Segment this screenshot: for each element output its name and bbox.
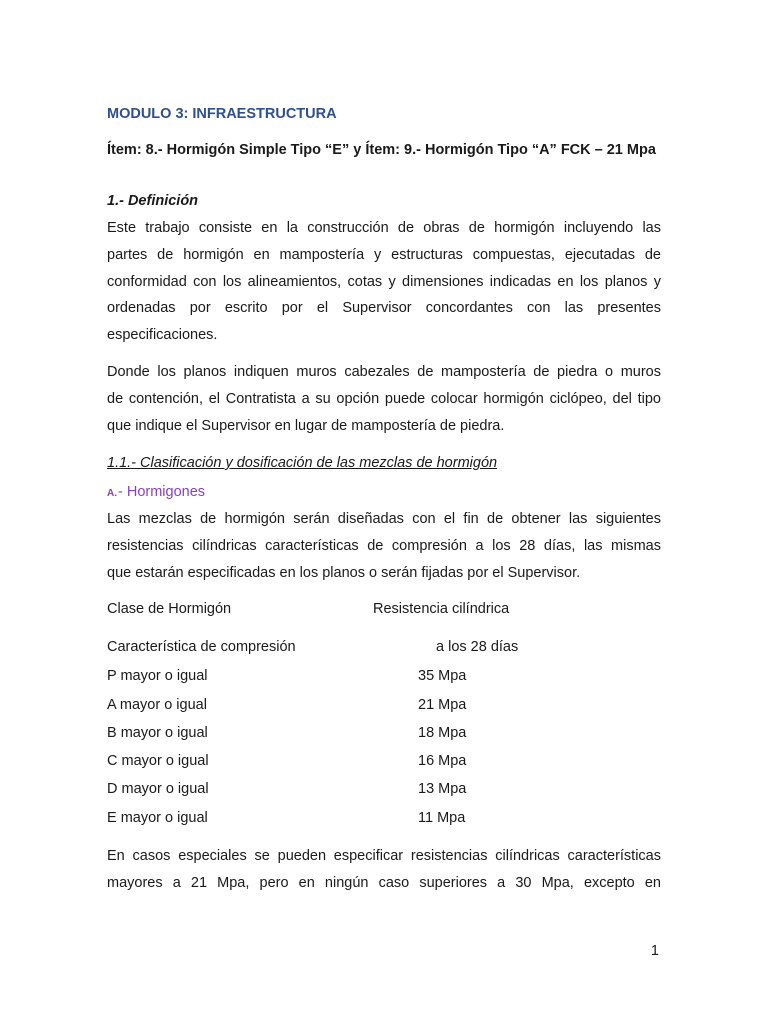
paragraph-line: que estarán especificadas en los planos o serán fijadas por el Supervisor. bbox=[107, 564, 581, 581]
paragraph-line: resistencias cilíndricas características de compresión a los 28 días, las mismas bbox=[107, 537, 661, 554]
table-cell-valor: 16 Mpa bbox=[418, 753, 467, 769]
table-cell-valor: 18 Mpa bbox=[418, 725, 467, 741]
paragraph-line: partes de hormigón en mampostería y estructuras compuestas, ejecutadas de bbox=[107, 246, 661, 263]
paragraph-line: especificaciones. bbox=[107, 327, 218, 344]
paragraph-line: conformidad con los alineamientos, cotas y dimensiones indicadas en los planos y bbox=[107, 273, 661, 290]
table-cell-valor: 13 Mpa bbox=[418, 781, 467, 797]
table-header-cell: Resistencia cilíndrica bbox=[373, 601, 510, 617]
paragraph-line: Donde los planos indiquen muros cabezales de mampostería de piedra o muros bbox=[107, 364, 661, 380]
paragraph-casos-especiales bbox=[107, 843, 661, 897]
page-number: 1 bbox=[650, 943, 659, 959]
subsection-heading-clasificacion: 1.1.- Clasificación y dosificación de las mezclas de hormigón bbox=[107, 455, 498, 471]
table-cell-valor: 35 Mpa bbox=[418, 668, 467, 684]
table-cell-clase: D mayor o igual bbox=[107, 781, 209, 797]
paragraph-definition bbox=[107, 215, 661, 349]
table-cell-clase: P mayor o igual bbox=[107, 668, 208, 684]
table-row bbox=[0, 810, 768, 830]
table-header-cell: a los 28 días bbox=[436, 639, 519, 655]
paragraph-line: ordenadas por escrito por el Supervisor concordantes con las presentes bbox=[107, 300, 661, 317]
table-row bbox=[0, 697, 768, 717]
table-cell-clase: A mayor o igual bbox=[107, 697, 207, 713]
module-title: MODULO 3: INFRAESTRUCTURA bbox=[107, 106, 337, 122]
table-row bbox=[0, 753, 768, 773]
table-row bbox=[0, 668, 768, 688]
table-row bbox=[0, 781, 768, 801]
paragraph-line: mayores a 21 Mpa, pero en ningún caso superiores a 30 Mpa, excepto en bbox=[107, 874, 661, 891]
item-title: Ítem: 8.- Hormigón Simple Tipo “E” y Ítem: 9.- Hormigón Tipo “A” FCK – 21 Mpa bbox=[107, 142, 656, 158]
subheading-prefix: A. bbox=[107, 488, 117, 499]
subheading-hormigones bbox=[107, 484, 205, 500]
paragraph-line: que indique el Supervisor en lugar de mampostería de piedra. bbox=[107, 417, 505, 434]
section-heading-definition: 1.- Definición bbox=[107, 193, 199, 209]
paragraph-line: En casos especiales se pueden especificar resistencias cilíndricas características bbox=[107, 848, 661, 864]
table-header-row bbox=[0, 601, 768, 621]
paragraph-muros bbox=[107, 359, 661, 439]
paragraph-line: Este trabajo consiste en la construcción de obras de hormigón incluyendo las bbox=[107, 220, 661, 236]
table-header-row bbox=[0, 639, 768, 659]
table-cell-valor: 11 Mpa bbox=[418, 810, 466, 826]
table-cell-valor: 21 Mpa bbox=[418, 697, 467, 713]
table-header-cell: Característica de compresión bbox=[107, 639, 296, 655]
subheading-label: - Hormigones bbox=[118, 484, 206, 500]
table-cell-clase: C mayor o igual bbox=[107, 753, 209, 769]
table-cell-clase: B mayor o igual bbox=[107, 725, 208, 741]
table-header-cell: Clase de Hormigón bbox=[107, 601, 232, 617]
paragraph-line: de contención, el Contratista a su opción puede colocar hormigón ciclópeo, del tipo bbox=[107, 390, 661, 407]
table-cell-clase: E mayor o igual bbox=[107, 810, 208, 826]
paragraph-line: Las mezclas de hormigón serán diseñadas con el fin de obtener las siguientes bbox=[107, 511, 661, 527]
table-row bbox=[0, 725, 768, 745]
paragraph-mezclas bbox=[107, 506, 661, 586]
